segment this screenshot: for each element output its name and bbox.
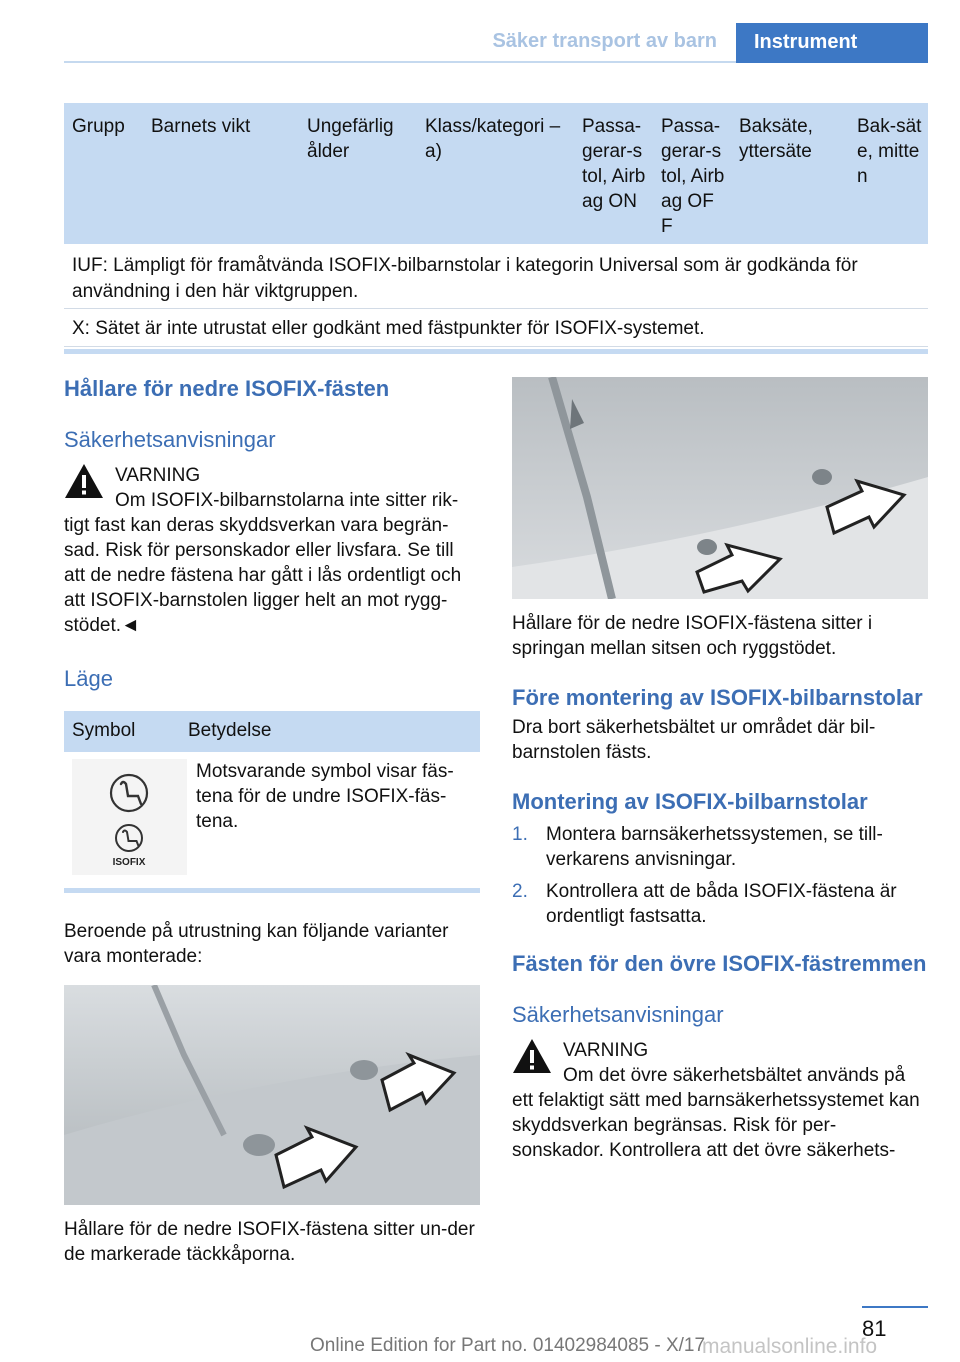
col-age: Ungefärlig ålder xyxy=(307,116,394,162)
seat-photo-illustration xyxy=(64,985,480,1205)
step-number: 2. xyxy=(512,881,528,902)
warning-block-2 xyxy=(512,1038,928,1163)
seat-gap-photo-illustration xyxy=(512,377,928,599)
photo-seat-cover-caps xyxy=(64,985,480,1205)
table-row: IUF: Lämpligt för framåtvända ISOFIX-bilbarnstolar i kategorin Universal som är godkända för användning i den här viktgruppen. xyxy=(64,244,928,309)
photo-caption-right: Hållare för de nedre ISOFIX-fästena sitter i springan mellan sitsen och ryggstödet. xyxy=(512,613,873,659)
heading-mounting: Montering av ISOFIX-bilbarnstolar xyxy=(512,789,868,814)
table-header-row xyxy=(64,103,928,244)
col-rear-outer: Baksäte, yttersäte xyxy=(739,116,813,162)
warning-text: Om det övre säkerhetsbältet används på ett felaktigt sätt med barnsäkerhetssystemet kan skyddsverkan begränsas. Risk för per-sonskador. Kontrollera att det övre säkerhets- xyxy=(512,1065,920,1161)
warning-text: Om ISOFIX-bilbarnstolarna inte sitter rik-tigt fast kan deras skyddsverkan vara begrän-sad. Risk för personskador eller livsfara. Se till att de nedre fästena har gått i lås ordentligt och att ISOFIX-barnstolen ligger helt an mot rygg-stödet.◄ xyxy=(64,490,462,636)
col-passenger-airbag-off: Passa-gerar-stol, Airbag OFF xyxy=(661,116,725,237)
table-row xyxy=(64,752,480,878)
col-grupp: Grupp xyxy=(72,116,125,137)
col-symbol: Symbol xyxy=(72,720,136,741)
symbol-table xyxy=(64,711,480,893)
heading-upper-tether: Fästen för den övre ISOFIX-fästremmen xyxy=(512,951,927,976)
list-item xyxy=(512,879,928,929)
isofix-icon-label: ISOFIX xyxy=(112,857,146,868)
step-number: 1. xyxy=(512,824,528,845)
table-end-rule xyxy=(64,349,928,354)
col-meaning: Betydelse xyxy=(188,720,272,741)
page-number: 81 xyxy=(862,1316,887,1341)
step-text: Kontrollera att de båda ISOFIX-fästena är ordentligt fastsatta. xyxy=(546,881,897,927)
subheading-position: Läge xyxy=(64,666,113,691)
subheading-safety-2: Säkerhetsanvisningar xyxy=(512,1002,724,1027)
header-section-title: Säker transport av barn xyxy=(492,30,717,52)
symbol-description: Motsvarande symbol visar fäs-tena för de undre ISOFIX-fäs-tena. xyxy=(196,761,454,832)
col-passenger-airbag-on: Passa-gerar-stol, Airbag ON xyxy=(582,116,646,212)
heading-lower-isofix: Hållare för nedre ISOFIX-fästen xyxy=(64,376,390,401)
col-class: Klass/kategori – a) xyxy=(425,116,561,162)
before-text: Dra bort säkerhetsbältet ur området där bil-barnstolen fästs. xyxy=(512,717,876,763)
seat-suitability-table xyxy=(64,103,928,354)
step-text: Montera barnsäkerhetssystemen, se till-verkarens anvisningar. xyxy=(546,824,883,870)
subheading-safety: Säkerhetsanvisningar xyxy=(64,427,276,452)
footer-edition: Online Edition for Part no. 01402984085 - X/17 xyxy=(310,1335,706,1356)
col-weight: Barnets vikt xyxy=(151,116,251,137)
warning-title: VARNING xyxy=(563,1040,649,1061)
left-column xyxy=(64,370,480,1267)
symbol-table-header xyxy=(64,711,480,752)
isofix-seat-icon xyxy=(72,759,187,875)
warning-triangle-icon xyxy=(512,1038,552,1074)
list-item xyxy=(512,822,928,872)
warning-block xyxy=(64,463,480,638)
isofix-symbol-image xyxy=(72,759,187,875)
right-column xyxy=(512,370,928,1163)
mounting-steps xyxy=(512,822,928,929)
photo-caption-left: Hållare för de nedre ISOFIX-fästena sitter un-der de markerade täckkåporna. xyxy=(64,1219,475,1265)
table-row: X: Sätet är inte utrustat eller godkänt med fästpunkter för ISOFIX-systemet. xyxy=(64,309,928,347)
variants-text: Beroende på utrustning kan följande varianter vara monterade: xyxy=(64,921,449,967)
header-chapter-tab[interactable]: Instrument xyxy=(736,23,928,63)
heading-before-mounting: Före montering av ISOFIX-bilbarnstolar xyxy=(512,685,923,710)
warning-title: VARNING xyxy=(115,465,201,486)
col-rear-middle: Bak-säte, mitten xyxy=(857,116,922,187)
photo-seat-gap xyxy=(512,377,928,599)
footer-rule xyxy=(862,1306,928,1308)
table-end-rule xyxy=(64,888,480,893)
warning-triangle-icon xyxy=(64,463,104,499)
footer-watermark[interactable]: manualsonline.info xyxy=(702,1335,878,1358)
